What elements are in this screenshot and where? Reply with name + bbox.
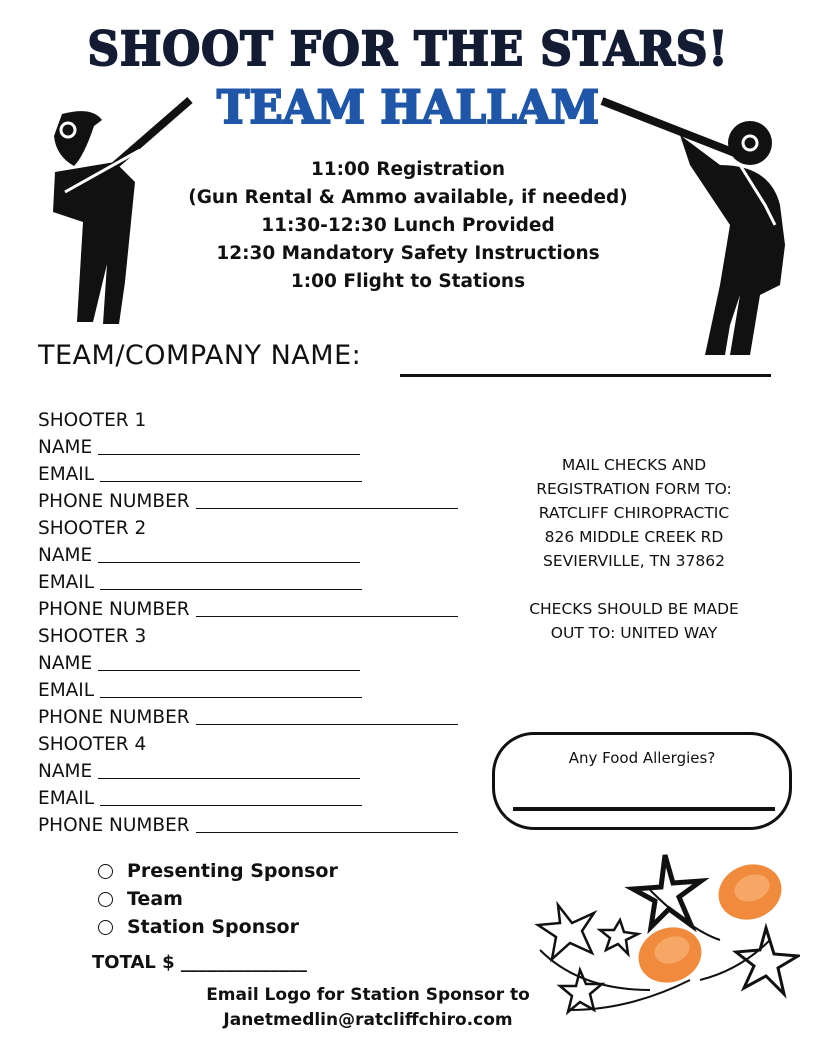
company-name-field[interactable] (400, 374, 771, 377)
option-label: Presenting Sponsor (127, 860, 338, 882)
schedule-item: 11:30-12:30 Lunch Provided (261, 215, 555, 236)
field-label: NAME (38, 545, 93, 566)
mail-line: 826 MIDDLE CREEK RD (544, 528, 724, 546)
shooter-email-field[interactable] (38, 785, 362, 812)
team-subtitle: TEAM HALLAM (216, 80, 600, 134)
shooter-name-field[interactable] (38, 434, 360, 461)
option-station-sponsor[interactable] (98, 916, 299, 938)
stars-clay-targets-icon (530, 850, 800, 1025)
mail-line: RATCLIFF CHIROPRACTIC (538, 504, 730, 522)
shooter-phone-field[interactable] (38, 488, 458, 515)
option-presenting-sponsor[interactable] (98, 860, 338, 882)
shooter-phone-field[interactable] (38, 704, 458, 731)
schedule-item: 1:00 Flight to Stations (290, 271, 526, 292)
checks-line: OUT TO: UNITED WAY (550, 624, 718, 642)
shooter-heading-label: SHOOTER 1 (38, 410, 147, 431)
field-underline[interactable] (196, 724, 458, 725)
field-underline[interactable] (196, 832, 458, 833)
company-name-label: TEAM/COMPANY NAME: (38, 340, 362, 371)
mail-address (490, 453, 778, 573)
field-underline[interactable] (196, 616, 458, 617)
field-underline[interactable] (98, 670, 360, 671)
food-allergies-box (492, 732, 792, 830)
shooter-phone-field[interactable] (38, 812, 458, 839)
mail-line: REGISTRATION FORM TO: (536, 480, 732, 498)
radio-circle-icon[interactable] (98, 892, 113, 907)
field-label: EMAIL (38, 788, 95, 809)
star-icon (560, 970, 602, 1012)
field-underline[interactable] (100, 805, 362, 806)
field-underline[interactable] (100, 589, 362, 590)
checks-line: CHECKS SHOULD BE MADE (529, 600, 739, 618)
field-label: NAME (38, 437, 93, 458)
schedule-item: (Gun Rental & Ammo available, if needed) (188, 187, 628, 208)
shooter-email-field[interactable] (38, 461, 362, 488)
mail-line: SEVIERVILLE, TN 37862 (543, 552, 725, 570)
schedule-item: 12:30 Mandatory Safety Instructions (216, 243, 600, 264)
shooter-email-field[interactable] (38, 677, 362, 704)
mail-line: MAIL CHECKS AND (561, 456, 707, 474)
checks-note (490, 597, 778, 645)
shooter-name-field[interactable] (38, 542, 360, 569)
option-label: Station Sponsor (127, 916, 299, 938)
field-label: PHONE NUMBER (38, 815, 190, 836)
field-label: PHONE NUMBER (38, 707, 190, 728)
shooter-heading (38, 731, 146, 758)
schedule-item: 11:00 Registration (310, 159, 506, 180)
field-label: PHONE NUMBER (38, 491, 190, 512)
shooter-name-field[interactable] (38, 650, 360, 677)
field-underline[interactable] (98, 562, 360, 563)
food-allergies-label: Any Food Allergies? (568, 749, 716, 767)
field-label: EMAIL (38, 680, 95, 701)
schedule (150, 156, 666, 296)
page-title: SHOOT FOR THE STARS! (87, 22, 729, 77)
field-label: PHONE NUMBER (38, 599, 190, 620)
field-label: NAME (38, 653, 93, 674)
radio-circle-icon[interactable] (98, 920, 113, 935)
radio-circle-icon[interactable] (98, 864, 113, 879)
field-underline[interactable] (98, 778, 360, 779)
shooter-email-field[interactable] (38, 569, 362, 596)
field-underline[interactable] (196, 508, 458, 509)
field-label: EMAIL (38, 464, 95, 485)
shooter-heading (38, 407, 146, 434)
field-underline[interactable] (100, 697, 362, 698)
total-field[interactable]: TOTAL $ ______________ (92, 952, 307, 973)
shooter-heading-label: SHOOTER 4 (38, 734, 147, 755)
shooter-heading-label: SHOOTER 3 (38, 626, 147, 647)
star-icon (600, 920, 638, 954)
email-address: Janetmedlin@ratcliffchiro.com (223, 1010, 513, 1030)
shooter-phone-field[interactable] (38, 596, 458, 623)
shooter-heading (38, 623, 146, 650)
shooter-heading-label: SHOOTER 2 (38, 518, 147, 539)
email-note: Email Logo for Station Sponsor to (206, 985, 530, 1005)
star-icon (633, 855, 701, 927)
field-underline[interactable] (100, 481, 362, 482)
field-label: NAME (38, 761, 93, 782)
food-allergies-field[interactable] (513, 807, 775, 811)
star-icon (538, 905, 594, 959)
shooter-heading (38, 515, 146, 542)
field-label: EMAIL (38, 572, 95, 593)
option-team[interactable] (98, 888, 183, 910)
shooter-name-field[interactable] (38, 758, 360, 785)
field-underline[interactable] (98, 454, 360, 455)
option-label: Team (127, 888, 183, 910)
